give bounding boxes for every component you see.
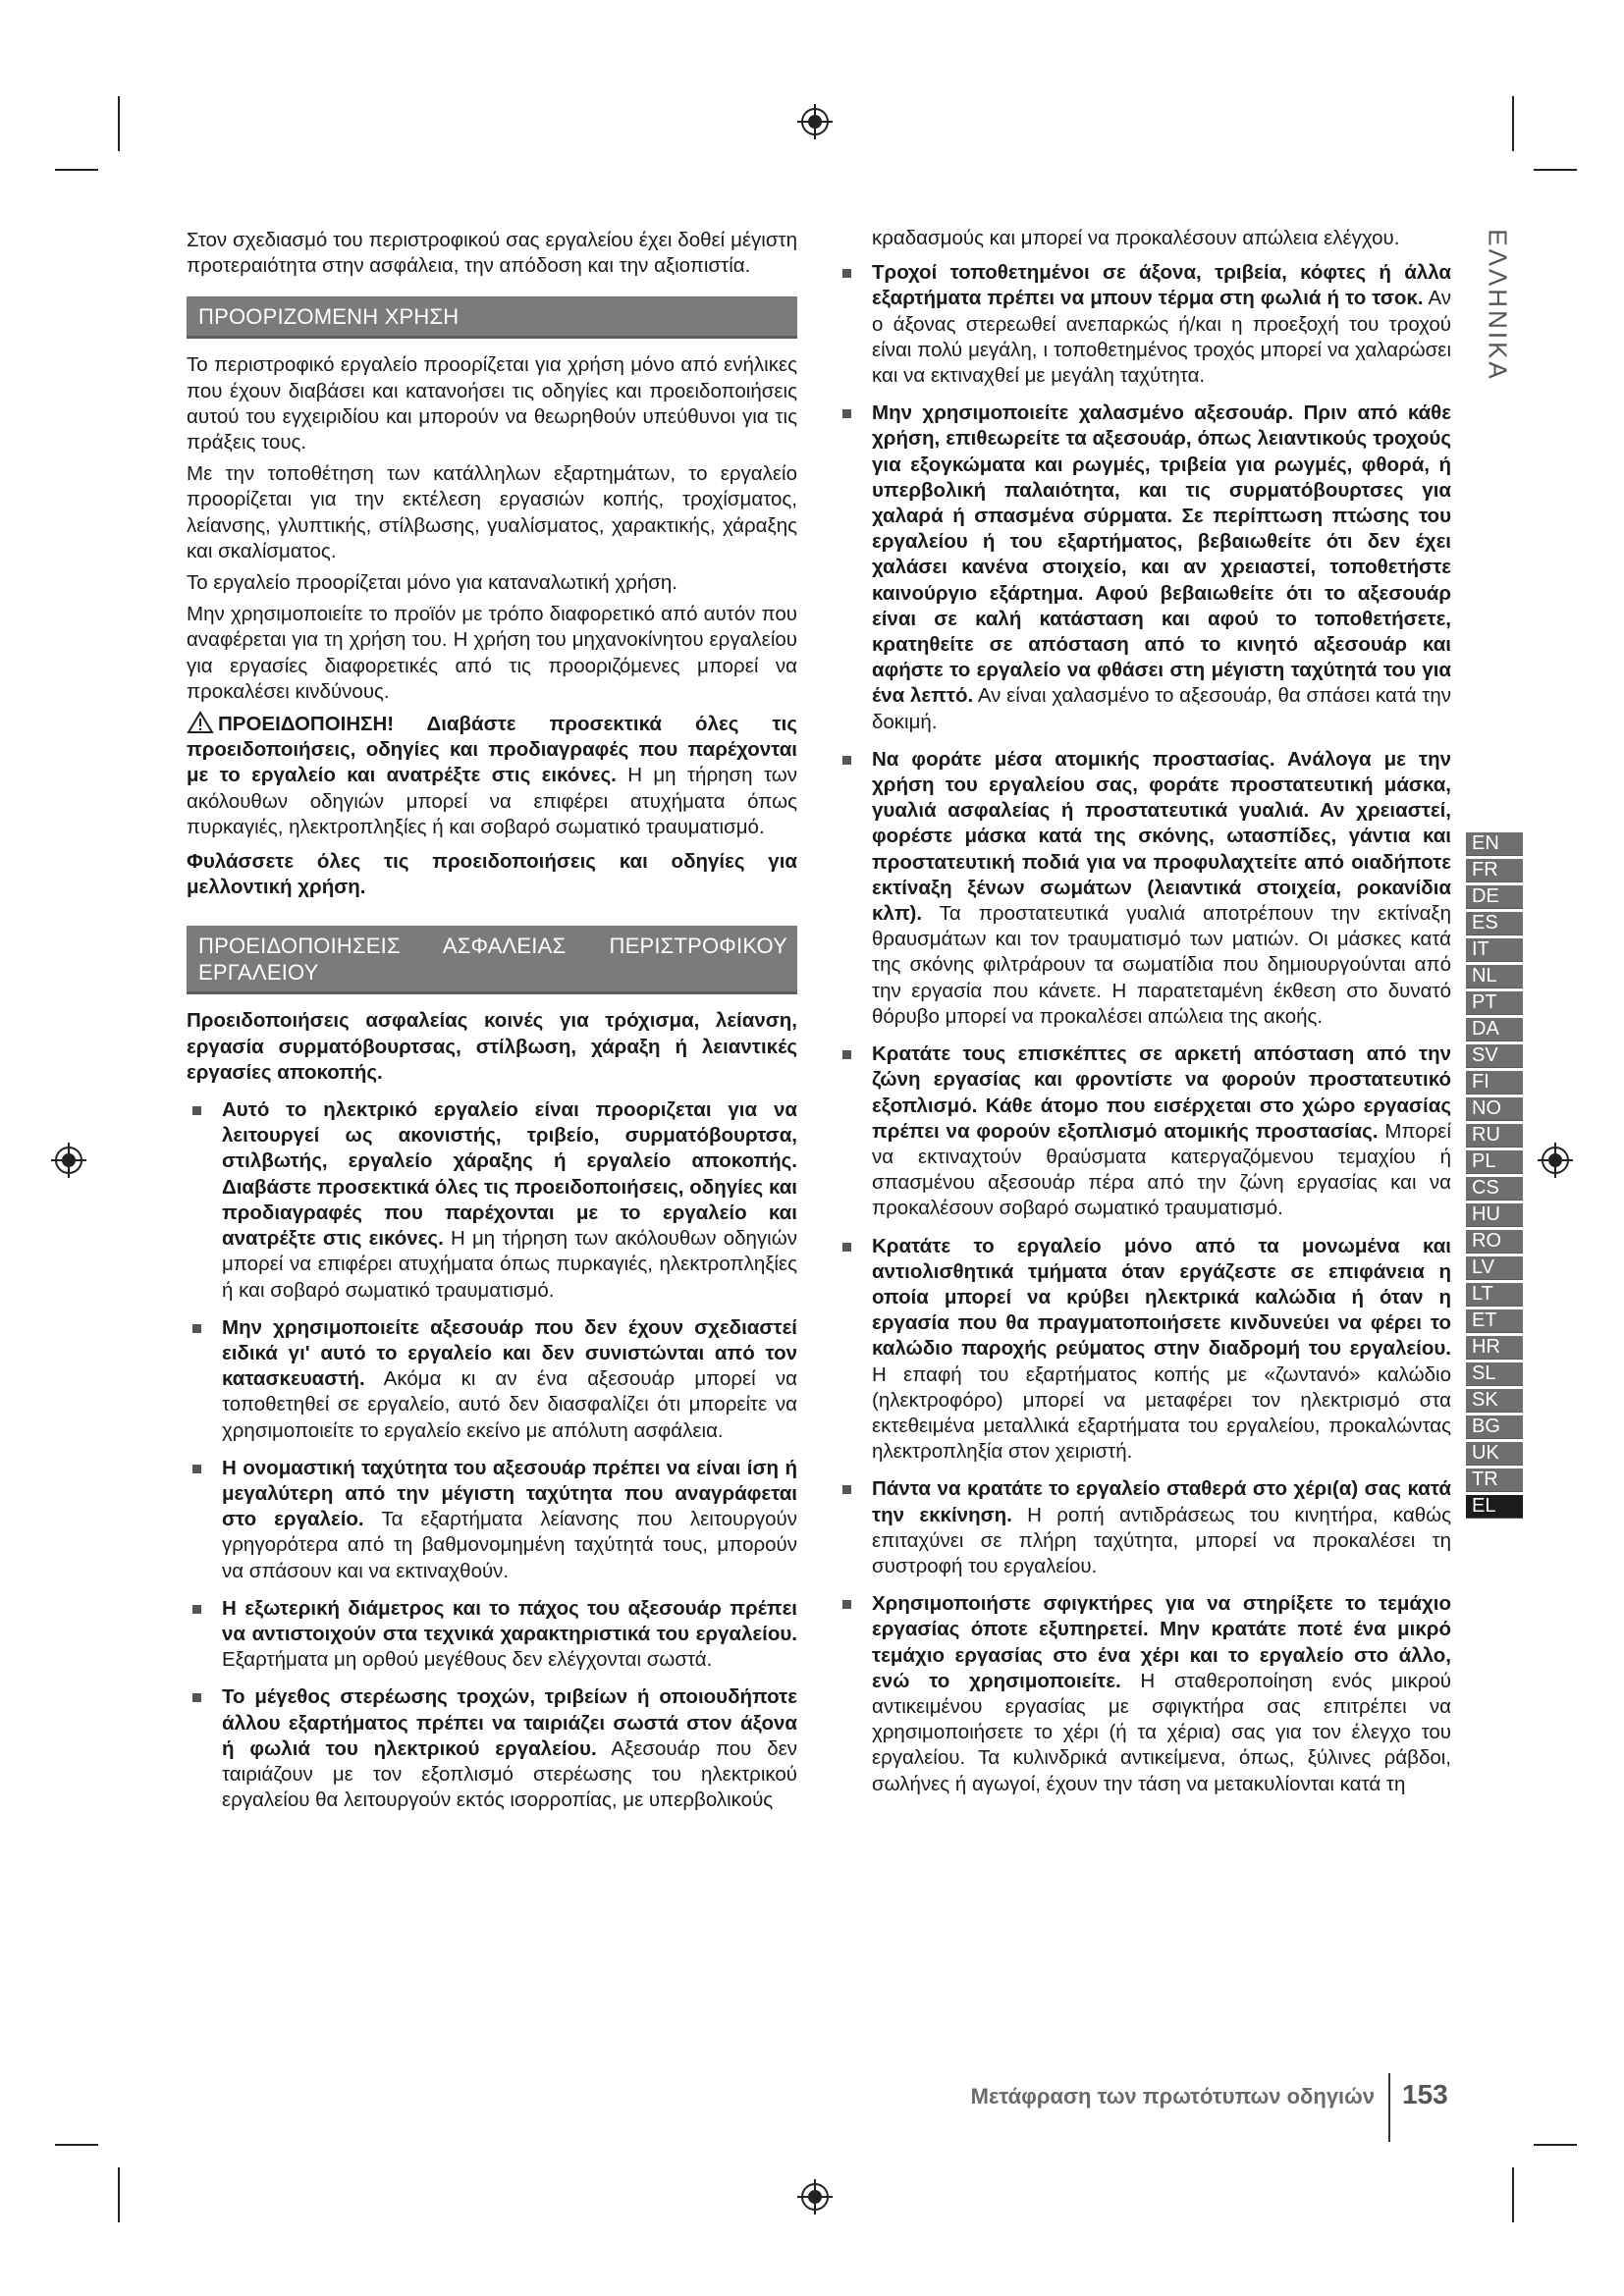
language-tab-no: NO [1466, 1097, 1523, 1121]
language-tab-et: ET [1466, 1309, 1523, 1333]
language-tab-lt: LT [1466, 1283, 1523, 1307]
warning-paragraph [187, 711, 797, 840]
registration-mark-icon [795, 2177, 835, 2216]
language-tab-pt: PT [1466, 991, 1523, 1015]
list-item: Μην χρησιμοποιείτε αξεσουάρ που δεν έχουν σχεδιαστεί ειδικά γι' αυτό το εργαλείο και δεν συνιστώνται από τον κατασκευαστή. Ακόμα κι αν ένα αξεσουάρ μπορεί να τοποθετηθεί σε εργαλείο, αυτό δεν διασφαλίζει ότι μπορείτε να χρησιμοποιείτε το εργαλείο εκείνο με απόλυτη ασφάλεια. [187, 1315, 797, 1444]
language-tab-sv: SV [1466, 1044, 1523, 1068]
language-tab-sl: SL [1466, 1362, 1523, 1386]
warning-triangle-icon [187, 711, 214, 734]
section-heading-safety-warnings: ΠΡΟΕΙΔΟΠΟΙΗΣΕΙΣ ΑΣΦΑΛΕΙΑΣ ΠΕΡΙΣΤΡΟΦΙΚΟΥ ΕΡΓΑΛΕΙΟΥ [187, 926, 797, 994]
language-tabs [1466, 832, 1523, 1522]
list-item: Η εξωτερική διάμετρος και το πάχος του αξεσουάρ πρέπει να αντιστοιχούν στα τεχνικά χαρακτηριστικά του εργαλείου. Εξαρτήματα μη ορθού μεγέθους δεν ελέγχονται σωστά. [187, 1596, 797, 1674]
list-item: Κρατάτε το εργαλείο μόνο από τα μονωμένα και αντιολισθητικά τμήματα όταν εργάζεστε σε επιφάνεια η οποία μπορεί να κρύβει ηλεκτρικά καλώδια ή όταν η εργασία που θα πραγματοποιήσετε κινδυνεύει να φέρει το καλώδιο παροχής ρεύματος στην διαδρομή του εργαλείου. Η επαφή του εξαρτήματος κοπής με «ζωντανό» καλώδιο (ηλεκτροφόρο) μπορεί να μεταφέρει τον ηλεκτρισμό στα εκτεθειμένα μεταλλικά εξαρτήματα του εργαλείου, προκαλώντας ηλεκτροπληξία στον χειριστή. [837, 1234, 1451, 1466]
bullet-square-icon [842, 1050, 851, 1059]
language-tab-bg: BG [1466, 1415, 1523, 1439]
list-item: Να φοράτε μέσα ατομικής προστασίας. Ανάλογα με την χρήση του εργαλείου σας, φοράτε προστατευτική μάσκα, γυαλιά ασφαλείας ή προστατευτικά γυαλιά. Αν χρειαστεί, φορέστε μάσκα κατά της σκόνης, ωτασπίδες, γάντια και προστατευτική ποδιά για να προφυλαχτείτε από οιαδήποτε εκτίναξη ξένων σωμάτων (λειαντικά στοιχεία, ροκανίδια κλπ). Τα προστατευτικά γυαλιά αποτρέπουν την εκτίναξη θραυσμάτων και τον τραυματισμό των ματιών. Οι μάσκες κατά της σκόνης φιλτράρουν τα σωματίδια που δημιουργούνται από την εργασία που κάνετε. Η παρατεταμένη έκθεση στο δυνατό θόρυβο μπορεί να προκαλέσει απώλεια της ακοής. [837, 747, 1451, 1030]
language-tab-pl: PL [1466, 1150, 1523, 1174]
paragraph: Με την τοποθέτηση των κατάλληλων εξαρτημάτων, το εργαλείο προορίζεται για την εκτέλεση εργασιών κοπής, τροχίσματος, λείανσης, γλυπτικής, στίλβωσης, γυαλίσματος, χαρακτικής, χάραξης και σκαλίσματος. [187, 462, 797, 562]
language-tab-it: IT [1466, 938, 1523, 962]
warning-bold: ΠΡΟΕΙΔΟΠΟΙΗΣΗ! Διαβάστε προσεκτικά όλες τις προειδοποιήσεις, οδηγίες και προδιαγραφές που παρέχονται με το εργαλείο και ανατρέξτε στις εικόνες. [187, 713, 797, 787]
bullet-square-icon [842, 1485, 851, 1494]
language-tab-fi: FI [1466, 1071, 1523, 1095]
language-tab-cs: CS [1466, 1177, 1523, 1201]
language-tab-sk: SK [1466, 1389, 1523, 1413]
bullet-square-icon [842, 409, 851, 418]
list-item: Αυτό το ηλεκτρικό εργαλείο είναι προοριζεται για να λειτουργεί ως ακονιστής, τριβείο, συρματόβουρτσα, στιλβωτής, εργαλείο χάραξης ή εργαλείο αποκοπής. Διαβάστε προσεκτικά όλες τις προειδοποιήσεις, οδηγίες και προδιαγραφές που παρέχονται με το εργαλείο και ανατρέξτε στις εικόνες. Η μη τήρηση των ακόλουθων οδηγιών μπορεί να επιφέρει ατυχήματα όπως πυρκαγιές, ηλεκτροπληξίες ή και σοβαρό σωματικό τραυματισμό. [187, 1097, 797, 1304]
bullet-square-icon [842, 1243, 851, 1252]
intro-paragraph: Στον σχεδιασμό του περιστροφικού σας εργαλείου έχει δοθεί μέγιστη προτεραιότητα στην ασφάλεια, την απόδοση και την αξιοπιστία. [187, 229, 797, 278]
subheading: Προειδοποιήσεις ασφαλείας κοινές για τρόχισμα, λείανση, εργασία συρματόβουρτσας, στίλβωση, χάραξη ή λειαντικές εργασίες αποκοπής. [187, 1009, 797, 1084]
list-item: Τροχοί τοποθετημένοι σε άξονα, τριβεία, κόφτες ή άλλα εξαρτήματα πρέπει να μπουν τέρμα στη φωλιά ή το τσοκ. Αν ο άξονας στερεωθεί ανεπαρκώς ή/και η προεξοχή του τροχού είναι πολύ μεγάλη, ι τοποθετημένος τροχός μπορεί να χαλαρώσει και να εκτιναχθεί με μεγάλη ταχύτητα. [837, 260, 1451, 389]
language-tab-en: EN [1466, 832, 1523, 856]
left-column [187, 228, 797, 1825]
registration-mark-icon [49, 1141, 88, 1180]
registration-mark-icon [795, 102, 835, 141]
language-tab-ru: RU [1466, 1124, 1523, 1148]
left-bullet-list [187, 1097, 797, 1813]
paragraph: Το εργαλείο προορίζεται μόνο για καταναλωτική χρήση. [187, 571, 677, 595]
list-item: Κρατάτε τους επισκέπτες σε αρκετή απόσταση από την ζώνη εργασίας και φροντίστε να φορούν προστατευτικό εξοπλισμό. Κάθε άτομο που εισέρχεται στο χώρο εργασίας πρέπει να φορούν εξοπλισμό ατομικής προστασίας. Μπορεί να εκτιναχτούν θραύσματα κατεργαζόμενου τεμαχίου ή σπασμένου αξεσουάρ πέρα από την ζώνη εργασίας και να προκαλέσουν σοβαρό σωματικό τραυματισμό. [837, 1041, 1451, 1221]
crop-mark [1512, 96, 1514, 151]
list-item: Πάντα να κρατάτε το εργαλείο σταθερά στο χέρι(α) σας κατά την εκκίνηση. Η ροπή αντιδράσεως του κινητήρα, καθώς επιταχύνει σε πλήρη ταχύτητα, μπορεί να προκαλέσει τη συστροφή του εργαλείου. [837, 1476, 1451, 1579]
bullet-square-icon [192, 1693, 201, 1702]
language-side-title: ΕΛΛΗΝΙΚΑ [1483, 229, 1513, 382]
crop-mark [1534, 169, 1577, 171]
footer-translation-note: Μετάφραση των πρωτότυπων οδηγιών [970, 2084, 1375, 2109]
keep-instructions: Φυλάσσετε όλες τις προειδοποιήσεις και οδηγίες για μελλοντική χρήση. [187, 850, 797, 899]
language-tab-ro: RO [1466, 1230, 1523, 1254]
language-tab-nl: NL [1466, 965, 1523, 988]
language-tab-fr: FR [1466, 859, 1523, 882]
section-heading-intended-use: ΠΡΟΟΡΙΖΟΜΕΝΗ ΧΡΗΣΗ [187, 296, 797, 339]
crop-mark [55, 169, 98, 171]
registration-mark-icon [1536, 1141, 1575, 1180]
crop-mark [1534, 2144, 1577, 2146]
right-column [837, 226, 1451, 1809]
bullet-square-icon [192, 1106, 201, 1115]
language-tab-de: DE [1466, 885, 1523, 909]
crop-mark [118, 96, 120, 151]
language-tab-tr: TR [1466, 1468, 1523, 1492]
language-tab-uk: UK [1466, 1442, 1523, 1466]
bullet-square-icon [842, 269, 851, 278]
language-tab-hr: HR [1466, 1336, 1523, 1360]
language-tab-da: DA [1466, 1018, 1523, 1041]
language-tab-el: EL [1466, 1495, 1523, 1519]
crop-mark [118, 2167, 120, 2222]
page-number: 153 [1402, 2079, 1448, 2109]
list-item: Το μέγεθος στερέωσης τροχών, τριβείων ή οποιουδήποτε άλλου εξαρτήματος πρέπει να ταιριάζει σωστά στον άξονα ή φωλιά του ηλεκτρικού εργαλείου. Αξεσουάρ που δεν ταιριάζουν με τον εξοπλισμό στερέωσης του ηλεκτρικού εργαλείου θα λειτουργούν εκτός ισορροπίας, με υπερβολικούς [187, 1684, 797, 1813]
language-tab-es: ES [1466, 912, 1523, 935]
bullet-square-icon [842, 1600, 851, 1609]
bullet-square-icon [842, 756, 851, 765]
paragraph: Το περιστροφικό εργαλείο προορίζεται για χρήση μόνο από ενήλικες που έχουν διαβάσει και κατανοήσει τις οδηγίες και προειδοποιήσεις αυτού του εγχειριδίου και μπορούν να θεωρηθούν υπεύθυνοι για τις πράξεις τους. [187, 353, 797, 454]
list-item: Η ονομαστική ταχύτητα του αξεσουάρ πρέπει να είναι ίση ή μεγαλύτερη από την μέγιστη ταχύτητα που αναγράφεται στο εργαλείο. Τα εξαρτήματα λείανσης που λειτουργούν γρηγορότερα από τη βαθμονομημένη ταχύτητά τους, μπορούν να σπάσουν και να εκτιναχθούν. [187, 1456, 797, 1584]
bullet-square-icon [192, 1465, 201, 1473]
bullet-square-icon [192, 1605, 201, 1614]
language-tab-hu: HU [1466, 1203, 1523, 1227]
right-bullet-list [837, 260, 1451, 1797]
continuation-text: κραδασμούς και μπορεί να προκαλέσουν απώλεια ελέγχου. [872, 227, 1400, 249]
list-item: Μην χρησιμοποιείτε χαλασμένο αξεσουάρ. Πριν από κάθε χρήση, επιθεωρείτε τα αξεσουάρ, όπως λειαντικούς τροχούς για εξογκώματα και ρωγμές, τριβεία για ρωγμές, φθορά, ή υπερβολική παλαιότητα, και τις συρματόβουρτσες για χαλαρά ή σπασμένα σύρματα. Σε περίπτωση πτώσης του εργαλείου ή του εξαρτήματος, βεβαιωθείτε ότι δεν έχει χαλάσει κανένα στοιχείο, και αν χρειαστεί, τοποθετήστε καινούργιο εξάρτημα. Αφού βεβαιωθείτε ότι το αξεσουάρ είναι σε καλή κατάσταση και αφού το τοποθετήσετε, κρατηθείτε σε απόσταση από το κινητό αξεσουάρ και αφήστε το εργαλείο να φθάσει στη μέγιστη ταχύτητά του για ένα λεπτό. Αν είναι χαλασμένο το αξεσουάρ, θα σπάσει κατά την δοκιμή. [837, 400, 1451, 735]
crop-mark [55, 2144, 98, 2146]
language-tab-lv: LV [1466, 1256, 1523, 1280]
crop-mark [1512, 2167, 1514, 2222]
paragraph: Μην χρησιμοποιείτε το προϊόν με τρόπο διαφορετικό από αυτόν που αναφέρεται για τη χρήση του. Η χρήση του μηχανοκίνητου εργαλείου για εργασίες διαφορετικές από τις προοριζόμενες μπορεί να προκαλέσει κινδύνους. [187, 603, 797, 703]
footer-divider [1388, 2073, 1390, 2142]
list-item: Χρησιμοποιήστε σφιγκτήρες για να στηρίξετε το τεμάχιο εργασίας όποτε εξυπηρετεί. Μην κρατάτε ποτέ ένα μικρό τεμάχιο εργασίας στο ένα χέρι και το εργαλείο στο άλλο, ενώ το χρησιμοποιείτε. Η σταθεροποίηση ενός μικρού αντικειμένου εργασίας με σφιγκτήρα σας επιτρέπει να χρησιμοποιήσετε το χέρι (ή τα χέρια) σας για τον έλεγχο του εργαλείου. Τα κυλινδρικά αντικείμενα, όπως, ξύλινες ράβδοι, σωλήνες ή αγωγοί, έχουν την τάση να μετακυλίονται κατά τη [837, 1591, 1451, 1797]
warning-text: Η μη τήρηση των ακόλουθων οδηγιών μπορεί να επιφέρει ατυχήματα όπως πυρκαγιές, ηλεκτροπληξίες ή και σοβαρό σωματικό τραυματισμό. [187, 764, 798, 838]
bullet-square-icon [192, 1324, 201, 1333]
